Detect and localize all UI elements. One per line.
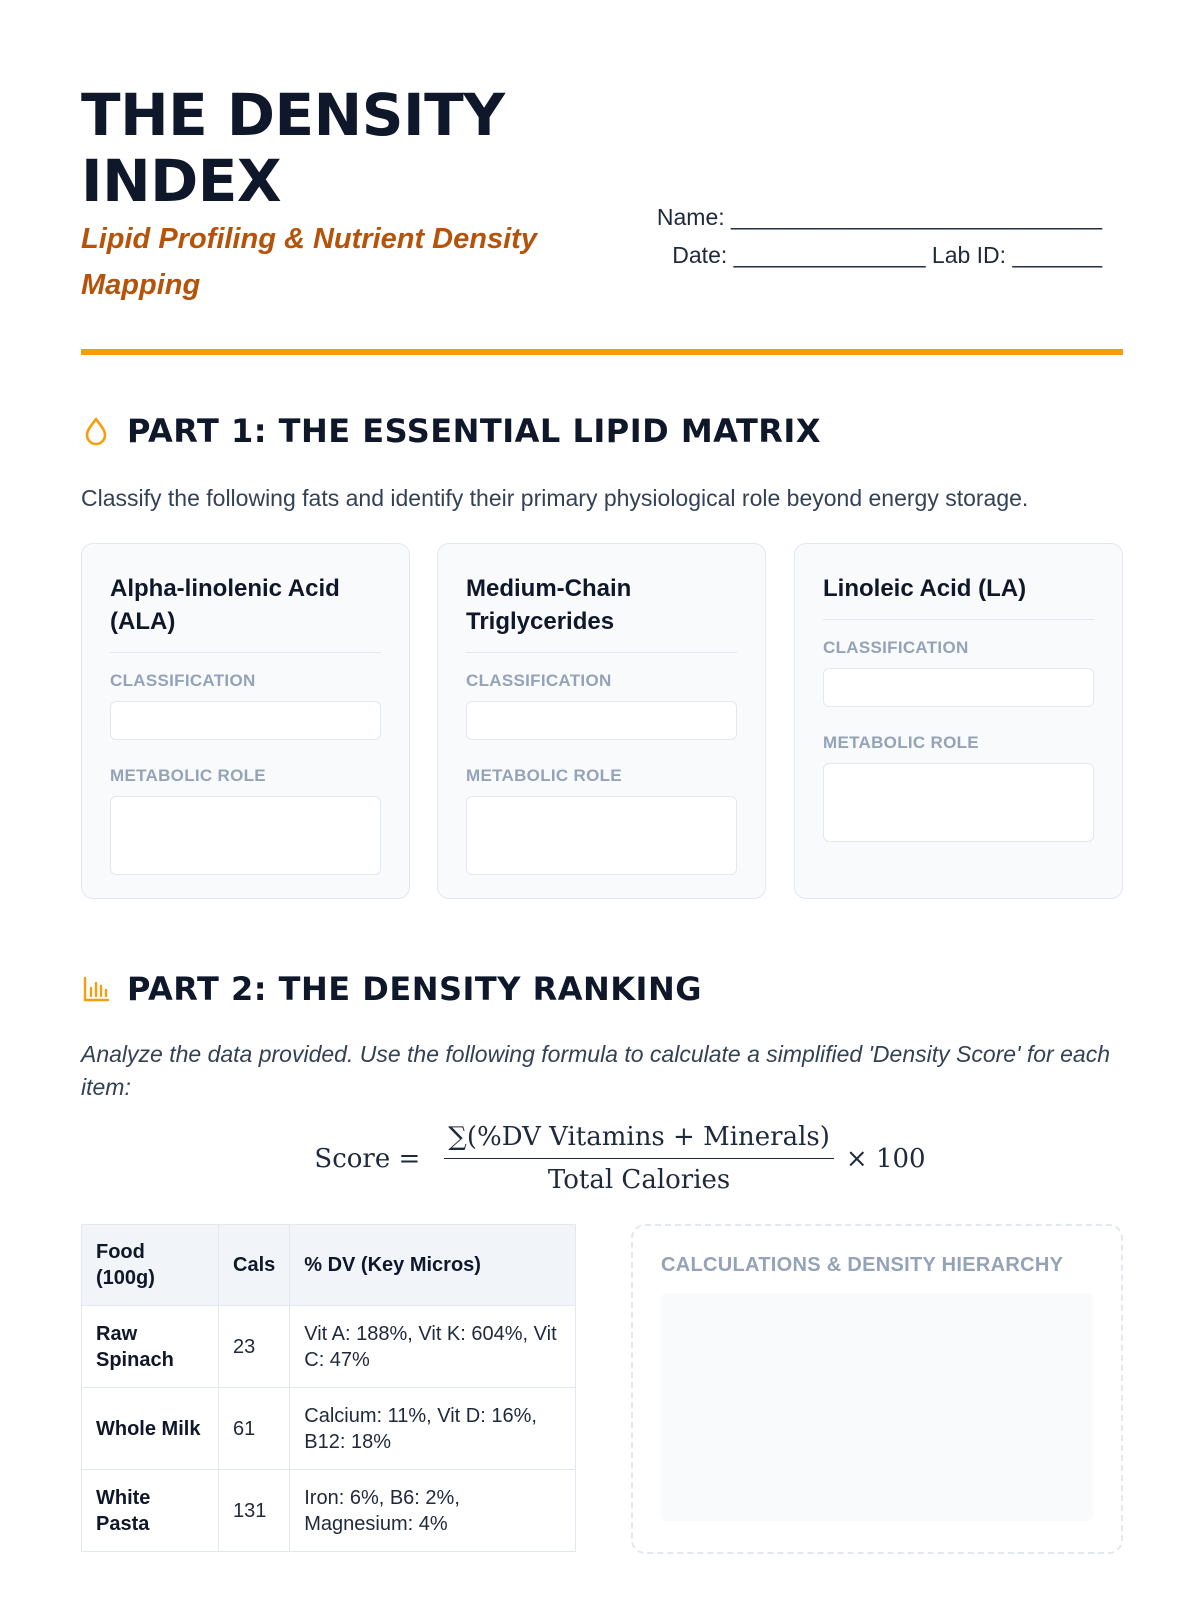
metabolic-role-label: METABOLIC ROLE (823, 733, 979, 752)
density-score-formula (0, 1122, 1200, 1195)
calculations-label: CALCULATIONS & DENSITY HIERARCHY (661, 1254, 1064, 1276)
part2-title: PART 2: THE DENSITY RANKING (127, 970, 702, 1008)
formula-lhs: Score = (314, 1143, 421, 1174)
metabolic-role-input[interactable] (466, 796, 737, 875)
formula-numerator: ∑(%DV Vitamins + Minerals) (444, 1122, 834, 1159)
table-header-row (82, 1225, 576, 1306)
header-divider (81, 349, 1123, 355)
lipid-card-title: Linoleic Acid (LA) (823, 572, 1094, 620)
lipid-card-title: Alpha-linolenic Acid (ALA) (110, 572, 381, 653)
metabolic-role-label: METABOLIC ROLE (110, 766, 266, 785)
table-row (82, 1388, 576, 1470)
bar-chart-icon (81, 974, 111, 1004)
table-row (82, 1470, 576, 1552)
formula-denominator: Total Calories (547, 1165, 731, 1195)
classification-label: CLASSIFICATION (466, 671, 612, 690)
column-header: Cals (219, 1225, 290, 1306)
classification-label: CLASSIFICATION (823, 638, 969, 657)
page-subtitle: Lipid Profiling & Nutrient Density Mapping (81, 223, 537, 301)
dv-cell: Iron: 6%, B6: 2%, Magnesium: 4% (290, 1470, 576, 1552)
food-cell: Whole Milk (82, 1388, 219, 1470)
part2-description: Analyze the data provided. Use the following formula to calculate a simplified 'Density Score' for each item: (81, 1041, 1110, 1100)
formula-fraction (444, 1122, 834, 1195)
dv-cell: Calcium: 11%, Vit D: 16%, B12: 18% (290, 1388, 576, 1470)
lipid-card (437, 543, 766, 899)
part1-header (81, 412, 821, 450)
drop-icon (81, 416, 111, 446)
classification-input[interactable] (466, 701, 737, 740)
dv-cell: Vit A: 188%, Vit K: 604%, Vit C: 47% (290, 1306, 576, 1388)
classification-label: CLASSIFICATION (110, 671, 256, 690)
student-info (642, 198, 1102, 274)
part2-header (81, 970, 702, 1008)
food-data-table (81, 1224, 576, 1552)
food-cell: Raw Spinach (82, 1306, 219, 1388)
lipid-card (794, 543, 1123, 899)
lipid-card (81, 543, 410, 899)
name-field[interactable]: Name: _____________________________ (656, 204, 1102, 230)
metabolic-role-input[interactable] (823, 763, 1094, 842)
page-title: THE DENSITY INDEX (81, 81, 505, 215)
classification-input[interactable] (823, 668, 1094, 707)
lipid-card-title: Medium-Chain Triglycerides (466, 572, 737, 653)
part1-description: Classify the following fats and identify their primary physiological role beyond energy storage. (81, 485, 1029, 511)
formula-rhs: × 100 (845, 1143, 926, 1174)
date-lab-id-field[interactable]: Date: _______________ Lab ID: _______ (672, 242, 1102, 268)
table-row (82, 1306, 576, 1388)
metabolic-role-input[interactable] (110, 796, 381, 875)
column-header: Food (100g) (82, 1225, 219, 1306)
calories-cell: 131 (219, 1470, 290, 1552)
calories-cell: 23 (219, 1306, 290, 1388)
column-header: % DV (Key Micros) (290, 1225, 576, 1306)
calories-cell: 61 (219, 1388, 290, 1470)
calculations-workspace[interactable] (661, 1293, 1093, 1521)
part1-title: PART 1: THE ESSENTIAL LIPID MATRIX (127, 412, 821, 450)
calculations-box (631, 1224, 1123, 1554)
metabolic-role-label: METABOLIC ROLE (466, 766, 622, 785)
classification-input[interactable] (110, 701, 381, 740)
food-cell: White Pasta (82, 1470, 219, 1552)
